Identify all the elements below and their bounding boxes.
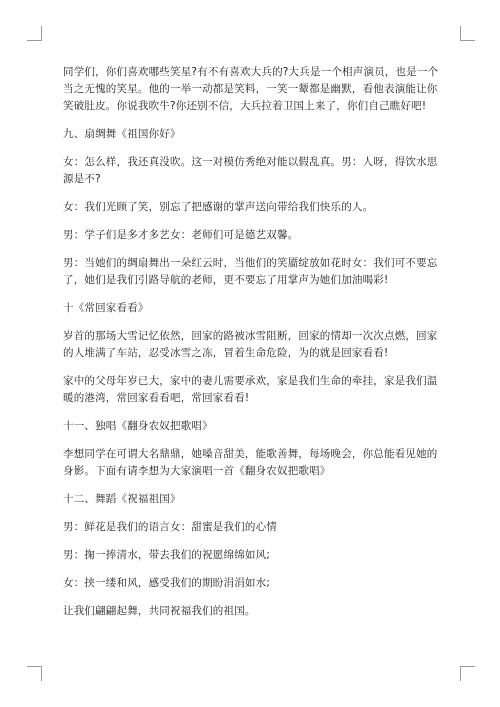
paragraph: 男：学子们是多才多艺女：老师们可是德艺双馨。 <box>63 229 299 241</box>
section-heading-12: 十二、舞蹈《祝福祖国》 <box>63 493 181 505</box>
section-heading-10: 十《常回家看看》 <box>63 302 149 314</box>
paragraph-intro: 同学们，你们喜欢哪些笑星?有不有喜欢大兵的?大兵是一个相声演员，也是一个当之无愧的笑星。他的一举一动都是笑料，一笑一颦都是幽默，看他表演能让你笑破肚皮。你说我吹牛?你还别不信，大兵拉着卫国上来了，你们自己瞧好吧! <box>63 66 439 112</box>
paragraph: 家中的父母年岁已大，家中的妻儿需要承欢，家是我们生命的牵挂，家是我们温暖的港湾，常回家看看吧，常回家看看! <box>63 375 438 404</box>
section-heading-11: 十一、独唱《翻身农奴把歌唱》 <box>63 420 213 432</box>
paragraph: 岁首的那场大雪记忆依然，回家的路被冰雪阻断，回家的情却一次次点燃，回家的人堆满了车站，忍受冰雪之冻，冒着生命危险，为的就是回家看看! <box>63 330 438 359</box>
section-heading-9: 九、扇绸舞《祖国你好》 <box>63 128 181 140</box>
document-body <box>63 64 443 631</box>
paragraph: 男：鲜花是我们的语言女：甜蜜是我们的心情 <box>63 521 277 533</box>
paragraph: 女：挟一缕和风，感受我们的期盼涓涓如水; <box>63 577 271 589</box>
paragraph: 女：怎么样，我还真没吹。这一对模仿秀绝对能以假乱真。男：人呀，得饮水思源是不? <box>63 156 438 185</box>
crop-mark-top-right <box>460 26 475 41</box>
paragraph: 男：掬一捧清水，带去我们的祝愿绵绵如风; <box>63 549 271 561</box>
paragraph: 女：我们光顾了笑，别忘了把感谢的掌声送向带给我们快乐的人。 <box>63 201 374 213</box>
crop-mark-bottom-left <box>27 666 42 681</box>
paragraph: 男：当她们的绸扇舞出一朵红云时，当他们的笑靥绽放如花时女：我们可不要忘了，她们是我们引路导航的老师，更不要忘了用掌声为她们加油喝彩! <box>63 257 438 286</box>
crop-mark-top-left <box>27 26 42 41</box>
paragraph: 让我们翩翩起舞，共同祝福我们的祖国。 <box>63 605 256 617</box>
crop-mark-bottom-right <box>460 666 475 681</box>
paragraph: 李想同学在可谓大名鼎鼎，她嗓音甜美，能歌善舞，每场晚会，你总能看见她的身影。下面有请李想为大家演唱一首《翻身农奴把歌唱》 <box>63 448 438 477</box>
